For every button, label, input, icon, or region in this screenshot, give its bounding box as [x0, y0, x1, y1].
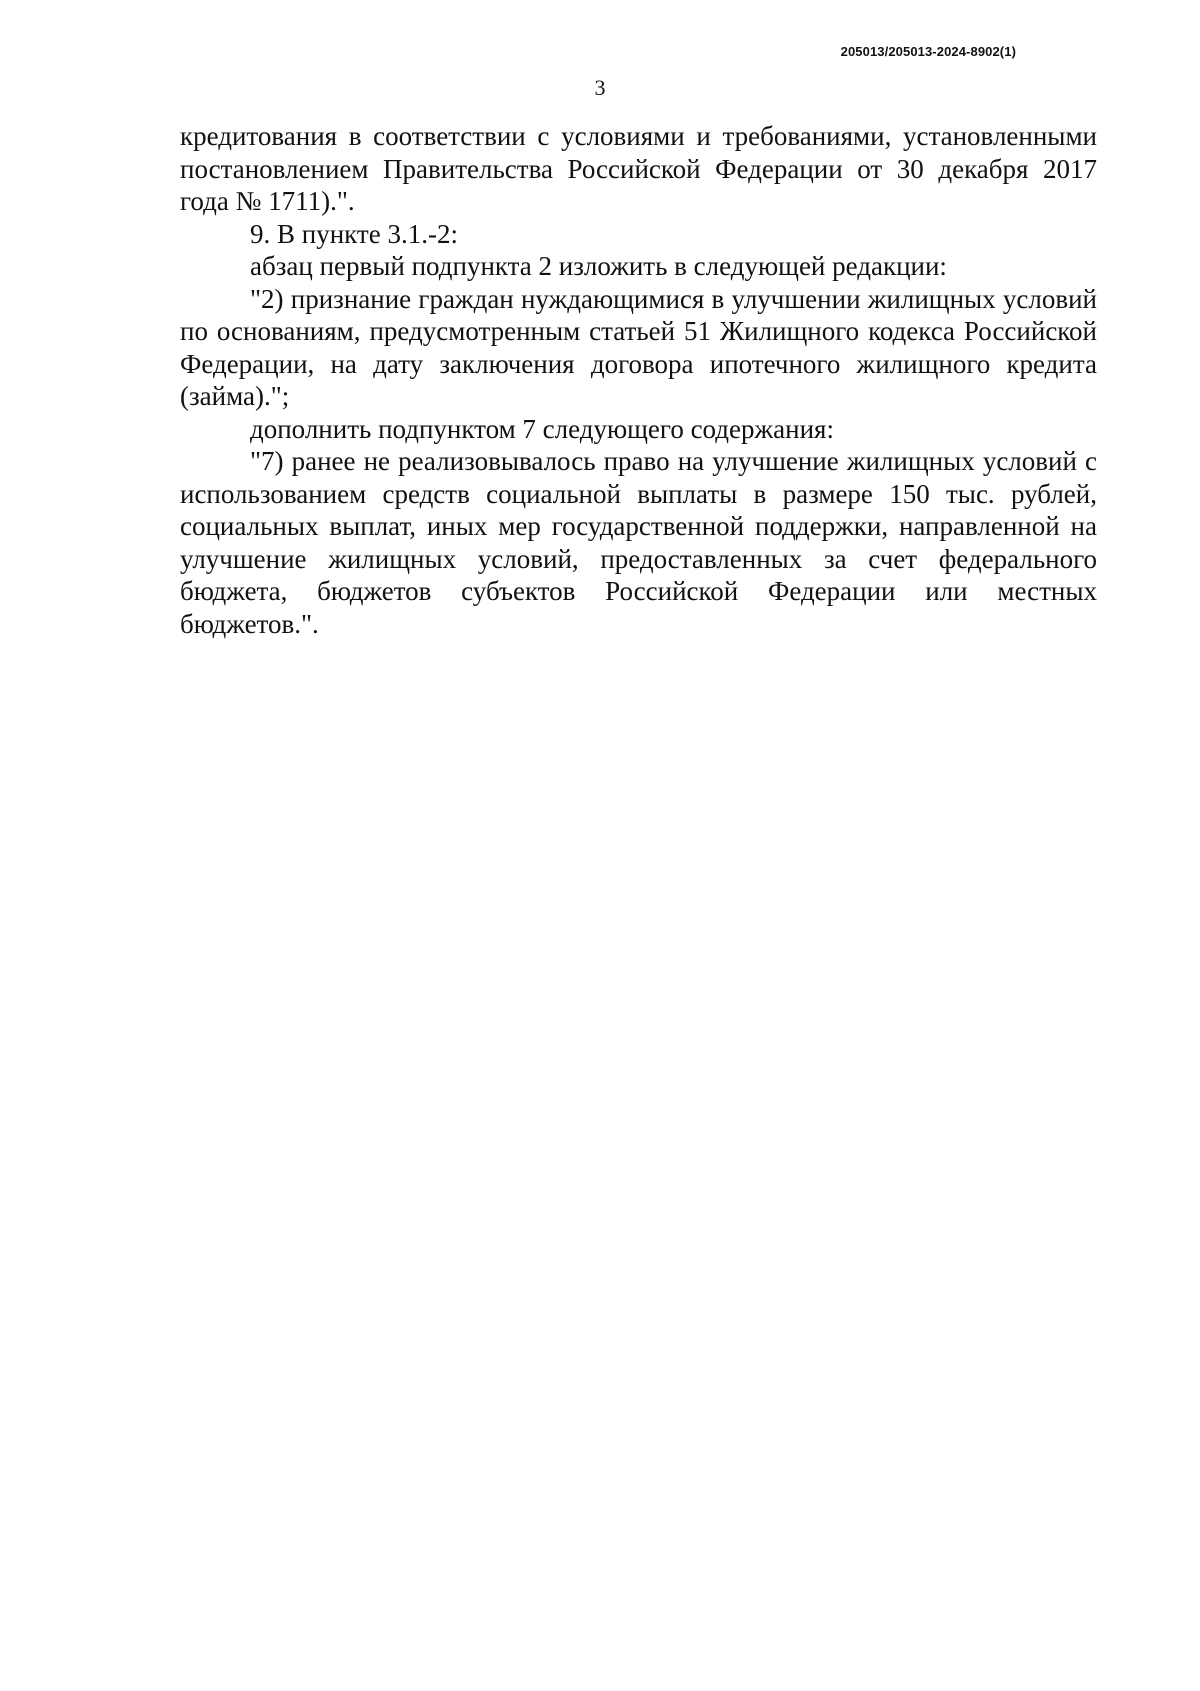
paragraph-continuation: кредитования в соответствии с условиями и требованиями, установленными постановлением Правительства Российской Федерации от 30 декабря 2017 года № 1711).". — [180, 121, 1097, 216]
paragraph-subitem-2-text: "2) признание граждан нуждающимися в улучшении жилищных условий по основаниям, предусмотренным статьей 51 Жилищного кодекса Российской Федерации, на дату заключения договора ипотечного жилищного кредита (займа)."; — [180, 283, 1097, 411]
paragraph-subitem-2-intro: абзац первый подпункта 2 изложить в следующей редакции: — [250, 251, 947, 281]
page-number: 3 — [594, 75, 606, 100]
document-registration-code: 205013/205013-2024-8902(1) — [840, 44, 1016, 59]
paragraph-item-9: 9. В пункте 3.1.-2: — [250, 218, 458, 249]
paragraph-subitem-7-text: "7) ранее не реализовывалось право на улучшение жилищных условий с использованием средств социальной выплаты в размере 150 тыс. рублей, социальных выплат, иных мер государственной поддержки, направленной на улучшение жилищных условий, предоставленных за счет федерального бюджета, бюджетов субъектов Российской Федерации или местных бюджетов.". — [180, 446, 1097, 639]
paragraph-subitem-7-intro: дополнить подпунктом 7 следующего содержания: — [250, 413, 834, 444]
document-body — [180, 120, 1097, 640]
